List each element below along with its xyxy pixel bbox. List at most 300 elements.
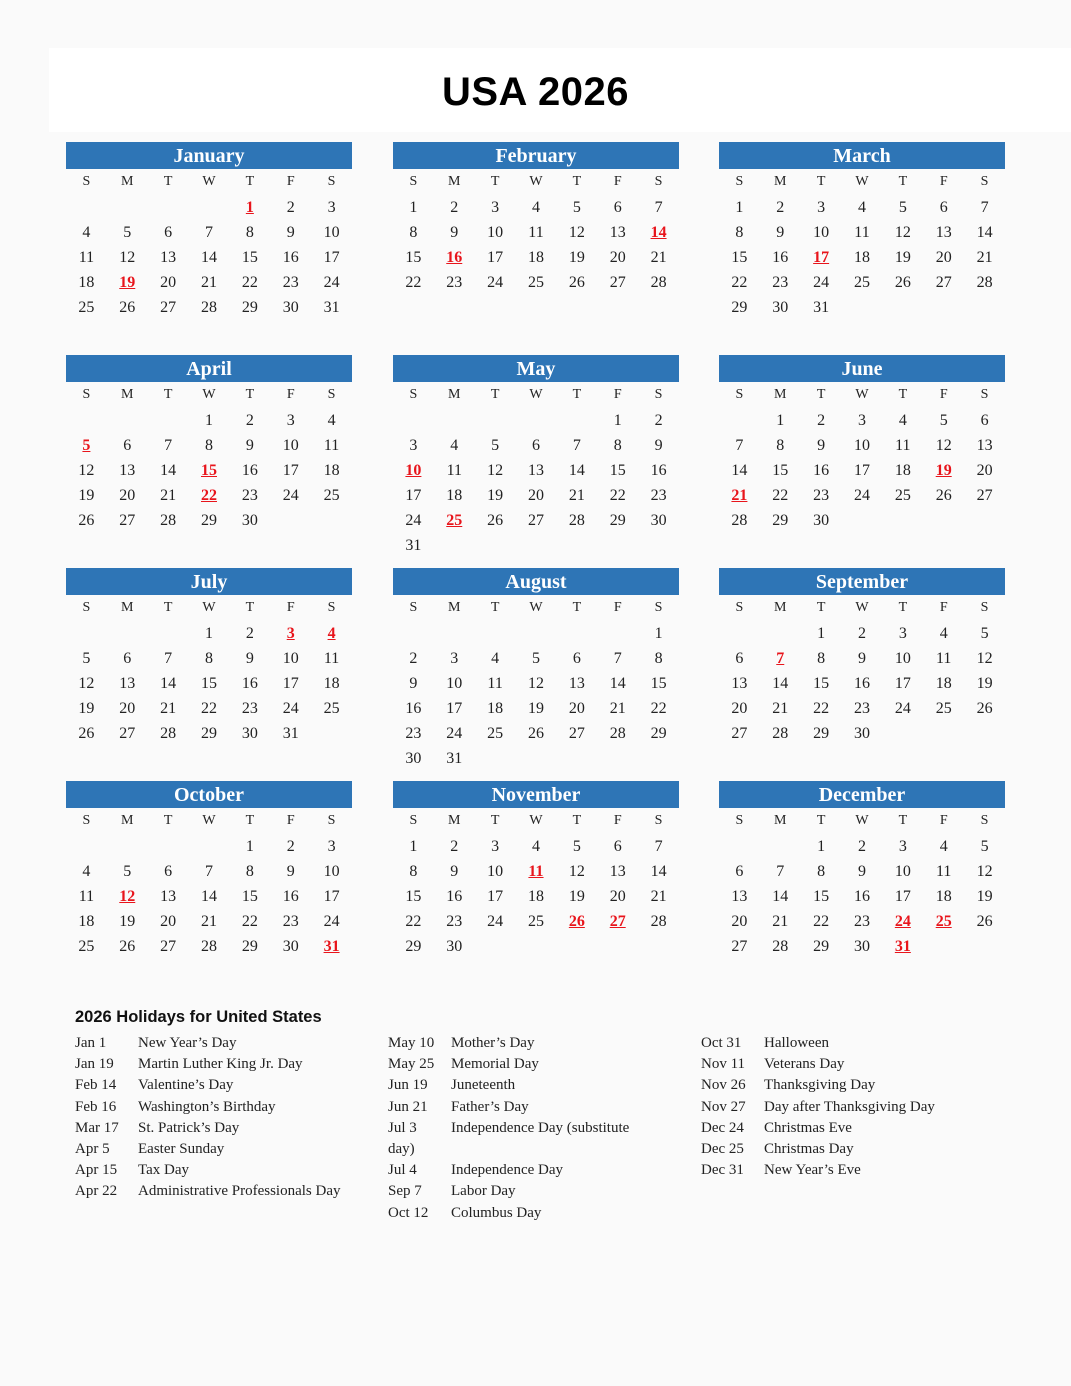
day-cell: 1 [654,625,663,642]
day-cell: 24 [487,913,504,930]
day-cell: 24 [282,487,299,504]
month-october [66,781,352,959]
holiday-item [701,1075,1001,1096]
day-cell: 10 [894,650,911,667]
holiday-name: Thanksgiving Day [764,1077,876,1094]
day-cell: 14 [568,462,585,479]
day-cell: 8 [245,863,254,880]
day-cell: 18 [853,249,870,266]
weekday-header-row [719,382,1005,407]
day-cell: 6 [735,650,744,667]
day-cell: 26 [894,274,911,291]
holiday-date: Jul 4 [388,1162,417,1179]
day-cell: 21 [772,913,789,930]
weekday-label: S [82,813,91,828]
holiday-day-cell: 16 [446,249,463,266]
day-cell: 9 [245,437,254,454]
day-cell: 25 [323,487,340,504]
day-grid [393,194,679,295]
day-cell: 23 [241,700,258,717]
weekday-label: T [898,387,908,402]
month-header: December [719,781,1005,808]
day-cell: 4 [491,650,500,667]
holiday-item [75,1160,375,1181]
day-cell: 22 [609,487,626,504]
day-cell: 22 [200,700,217,717]
day-cell: 5 [572,199,581,216]
day-cell: 28 [200,299,217,316]
empty-cell [66,408,107,433]
day-cell: 25 [935,700,952,717]
day-grid [719,194,1005,320]
day-cell: 6 [123,650,132,667]
day-cell: 27 [119,725,136,742]
day-cell: 13 [527,462,544,479]
day-cell: 7 [204,224,213,241]
day-cell: 21 [609,700,626,717]
day-cell: 29 [241,299,258,316]
day-cell: 30 [853,938,870,955]
day-cell: 27 [935,274,952,291]
day-cell: 1 [735,199,744,216]
holiday-name: Easter Sunday [138,1141,225,1158]
day-cell: 22 [405,274,422,291]
day-cell: 16 [853,675,870,692]
day-cell: 21 [772,700,789,717]
day-cell: 9 [409,675,418,692]
day-cell: 23 [772,274,789,291]
day-cell: 13 [160,249,177,266]
empty-cell [107,621,148,646]
weekday-label: F [613,387,622,402]
day-cell: 5 [491,437,500,454]
day-cell: 19 [894,249,911,266]
day-cell: 12 [487,462,504,479]
day-cell: 19 [78,700,95,717]
day-cell: 4 [898,412,907,429]
day-cell: 21 [568,487,585,504]
day-cell: 23 [853,700,870,717]
day-cell: 16 [241,462,258,479]
day-cell: 15 [241,249,258,266]
month-header: March [719,142,1005,169]
empty-cell [760,834,801,859]
weekday-header-row [66,808,352,833]
weekday-label: W [202,600,216,615]
holiday-day-cell: 10 [405,462,422,479]
holiday-day-cell: 31 [323,938,340,955]
weekday-label: S [327,600,336,615]
day-cell: 17 [853,462,870,479]
holiday-day-cell: 19 [935,462,952,479]
day-cell: 4 [939,838,948,855]
weekday-label: W [202,387,216,402]
holiday-date: Mar 17 [75,1119,119,1136]
day-cell: 4 [82,224,91,241]
holiday-name: Martin Luther King Jr. Day [138,1056,303,1073]
day-cell: 20 [160,274,177,291]
day-cell: 21 [976,249,993,266]
day-cell: 26 [78,725,95,742]
weekday-label: T [572,813,582,828]
day-cell: 5 [123,224,132,241]
day-cell: 3 [450,650,459,667]
day-cell: 14 [200,888,217,905]
day-cell: 23 [282,913,299,930]
day-cell: 15 [813,675,830,692]
holiday-name: St. Patrick’s Day [138,1119,240,1136]
empty-cell [148,621,189,646]
day-cell: 29 [772,512,789,529]
day-cell: 25 [853,274,870,291]
day-cell: 15 [405,249,422,266]
day-cell: 12 [935,437,952,454]
holiday-day-cell: 31 [894,938,911,955]
holiday-day-cell: 15 [200,462,217,479]
day-cell: 16 [282,249,299,266]
holiday-name: New Year’s Eve [764,1162,861,1179]
weekday-label: S [980,600,989,615]
holiday-day-cell: 21 [731,487,748,504]
holiday-item [701,1033,1001,1054]
empty-cell [597,621,638,646]
weekday-label: T [490,813,500,828]
day-cell: 8 [245,224,254,241]
weekday-label: W [855,387,869,402]
month-header: April [66,355,352,382]
day-cell: 7 [164,437,173,454]
weekday-label: W [855,813,869,828]
holiday-item [701,1139,1001,1160]
weekday-label: S [980,174,989,189]
day-cell: 18 [323,675,340,692]
day-cell: 7 [613,650,622,667]
day-cell: 8 [204,437,213,454]
day-cell: 16 [772,249,789,266]
weekday-label: S [409,174,418,189]
weekday-label: T [490,387,500,402]
empty-cell [516,621,557,646]
day-cell: 8 [409,863,418,880]
day-grid [719,620,1005,746]
day-cell: 26 [976,913,993,930]
day-cell: 24 [405,512,422,529]
weekday-label: T [816,600,826,615]
day-cell: 5 [898,199,907,216]
day-cell: 22 [813,700,830,717]
day-cell: 30 [405,750,422,767]
day-cell: 24 [446,725,463,742]
day-cell: 16 [446,888,463,905]
weekday-label: M [774,174,787,189]
weekday-label: F [613,600,622,615]
day-cell: 22 [772,487,789,504]
empty-cell [393,408,434,433]
holiday-item [75,1075,375,1096]
empty-cell [475,621,516,646]
day-cell: 3 [327,838,336,855]
day-cell: 26 [935,487,952,504]
day-cell: 18 [446,487,463,504]
holiday-day-cell: 14 [650,224,667,241]
weekday-label: W [529,174,543,189]
day-cell: 14 [772,888,789,905]
day-cell: 15 [609,462,626,479]
day-cell: 6 [531,437,540,454]
day-cell: 26 [487,512,504,529]
day-cell: 6 [980,412,989,429]
holiday-day-cell: 25 [935,913,952,930]
holiday-day-cell: 19 [119,274,136,291]
holiday-date: Dec 31 [701,1162,744,1179]
day-cell: 23 [446,913,463,930]
holiday-day-cell: 11 [528,863,544,880]
empty-cell [434,621,475,646]
weekday-label: F [286,813,295,828]
day-cell: 1 [245,838,254,855]
day-cell: 15 [200,675,217,692]
empty-cell [393,621,434,646]
day-cell: 26 [78,512,95,529]
day-cell: 14 [609,675,626,692]
weekday-label: T [163,387,173,402]
holiday-day-cell: 22 [200,487,217,504]
day-cell: 11 [854,224,870,241]
day-cell: 5 [82,650,91,667]
day-cell: 2 [450,838,459,855]
day-cell: 4 [327,412,336,429]
month-june [719,355,1005,533]
day-cell: 22 [650,700,667,717]
day-grid [66,833,352,959]
weekday-header-row [393,808,679,833]
day-cell: 3 [857,412,866,429]
day-cell: 11 [446,462,462,479]
day-cell: 9 [245,650,254,667]
weekday-label: T [163,813,173,828]
day-cell: 24 [282,700,299,717]
day-cell: 22 [241,274,258,291]
weekday-header-row [719,808,1005,833]
day-cell: 7 [164,650,173,667]
weekday-label: M [121,387,134,402]
day-cell: 22 [731,274,748,291]
holiday-date: Oct 31 [701,1035,742,1051]
day-cell: 16 [853,888,870,905]
day-cell: 13 [731,675,748,692]
day-cell: 10 [282,437,299,454]
weekday-label: S [327,387,336,402]
holiday-date: Dec 24 [701,1119,744,1136]
day-cell: 13 [609,863,626,880]
day-cell: 9 [450,863,459,880]
day-cell: 13 [160,888,177,905]
day-cell: 21 [200,274,217,291]
day-cell: 19 [976,675,993,692]
weekday-label: S [735,387,744,402]
day-cell: 29 [813,725,830,742]
day-cell: 2 [245,412,254,429]
day-cell: 13 [935,224,952,241]
day-cell: 7 [776,863,785,880]
day-cell: 9 [286,224,295,241]
day-cell: 26 [119,938,136,955]
day-cell: 2 [450,199,459,216]
weekday-label: M [121,813,134,828]
weekday-label: M [448,600,461,615]
day-cell: 27 [568,725,585,742]
day-cell: 1 [204,412,213,429]
day-cell: 18 [78,913,95,930]
day-cell: 15 [241,888,258,905]
month-january [66,142,352,320]
holiday-item [75,1054,375,1075]
day-cell: 18 [935,888,952,905]
day-cell: 26 [527,725,544,742]
holiday-item [388,1075,688,1096]
day-cell: 25 [487,725,504,742]
day-cell: 20 [568,700,585,717]
holiday-name: Memorial Day [451,1056,539,1073]
holiday-name: Independence Day (substitute [451,1119,630,1136]
day-grid [393,620,679,771]
weekday-label: S [409,387,418,402]
day-cell: 12 [568,863,585,880]
weekday-header-row [66,382,352,407]
weekday-label: T [816,387,826,402]
day-cell: 12 [894,224,911,241]
day-cell: 25 [894,487,911,504]
weekday-label: F [939,600,948,615]
day-cell: 8 [776,437,785,454]
weekday-label: T [490,174,500,189]
day-cell: 11 [528,224,544,241]
weekday-label: W [202,813,216,828]
day-cell: 8 [817,650,826,667]
weekday-label: T [490,600,500,615]
day-cell: 17 [894,675,911,692]
holiday-item [75,1139,375,1160]
day-cell: 28 [772,725,789,742]
holiday-date: Apr 15 [75,1162,118,1179]
weekday-label: W [529,813,543,828]
day-cell: 2 [409,650,418,667]
day-cell: 30 [241,725,258,742]
month-header: July [66,568,352,595]
month-header: August [393,568,679,595]
empty-cell [434,408,475,433]
day-cell: 23 [813,487,830,504]
day-cell: 19 [78,487,95,504]
day-cell: 19 [568,249,585,266]
day-cell: 6 [613,199,622,216]
holiday-date: Jun 19 [388,1077,428,1094]
day-cell: 30 [813,512,830,529]
empty-cell [148,834,189,859]
day-cell: 1 [613,412,622,429]
day-cell: 2 [654,412,663,429]
weekday-label: F [286,600,295,615]
day-cell: 6 [164,224,173,241]
day-grid [66,407,352,533]
day-cell: 25 [527,913,544,930]
day-cell: 18 [487,700,504,717]
holiday-date: Feb 16 [75,1098,117,1115]
holiday-date: Jan 19 [75,1056,114,1073]
day-cell: 28 [160,512,177,529]
weekday-label: F [613,813,622,828]
weekday-label: M [774,600,787,615]
day-cell: 28 [772,938,789,955]
day-grid [393,833,679,959]
holiday-name: Day after Thanksgiving Day [764,1098,935,1115]
month-november [393,781,679,959]
holiday-item [701,1054,1001,1075]
weekday-label: T [572,174,582,189]
empty-cell [189,834,230,859]
holiday-date: Nov 11 [701,1056,746,1073]
month-february [393,142,679,295]
day-cell: 17 [282,675,299,692]
weekday-header-row [393,382,679,407]
day-cell: 28 [976,274,993,291]
weekday-header-row [66,595,352,620]
day-cell: 27 [119,512,136,529]
weekday-header-row [719,595,1005,620]
day-cell: 4 [450,437,459,454]
day-cell: 2 [286,199,295,216]
weekday-label: S [327,813,336,828]
weekday-label: M [774,387,787,402]
holiday-date: Jan 1 [75,1035,107,1051]
day-cell: 3 [409,437,418,454]
weekday-label: M [121,600,134,615]
day-cell: 6 [939,199,948,216]
day-cell: 1 [409,199,418,216]
holiday-day-cell: 24 [894,913,911,930]
day-cell: 16 [813,462,830,479]
weekday-label: M [121,174,134,189]
day-cell: 29 [650,725,667,742]
day-cell: 21 [160,700,177,717]
weekday-label: W [202,174,216,189]
day-cell: 9 [857,863,866,880]
month-header: May [393,355,679,382]
holiday-date: May 25 [388,1056,435,1073]
day-cell: 2 [245,625,254,642]
holiday-item [388,1160,688,1181]
day-cell: 19 [119,913,136,930]
day-cell: 13 [119,462,136,479]
weekday-label: S [980,387,989,402]
day-cell: 27 [976,487,993,504]
day-cell: 10 [813,224,830,241]
holiday-date: Jun 21 [388,1098,428,1115]
day-cell: 1 [409,838,418,855]
weekday-label: S [654,600,663,615]
empty-cell [148,408,189,433]
day-cell: 3 [327,199,336,216]
day-cell: 3 [898,838,907,855]
day-grid [393,407,679,558]
day-cell: 20 [609,249,626,266]
empty-cell [148,195,189,220]
weekday-label: S [409,600,418,615]
holiday-date: Apr 22 [75,1183,118,1200]
day-cell: 17 [282,462,299,479]
day-cell: 6 [613,838,622,855]
holiday-item [388,1118,688,1139]
